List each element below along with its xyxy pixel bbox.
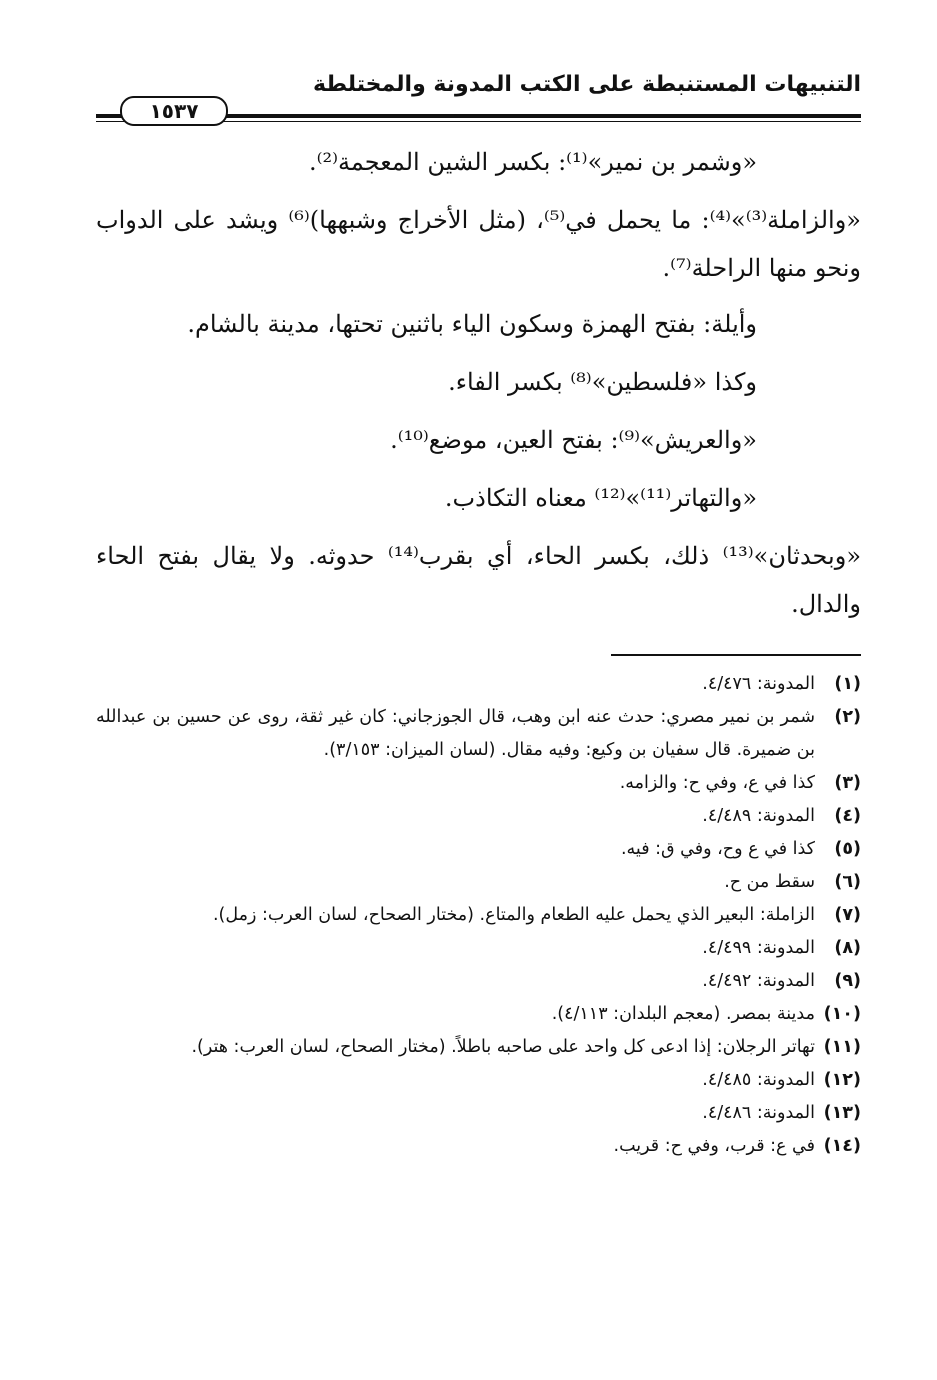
footnote-item <box>96 965 861 998</box>
footnote-text: المدونة: ٤/٤٩٢. <box>702 971 815 991</box>
footnote-item <box>96 1130 861 1163</box>
footnote-number: (٦) <box>834 872 861 892</box>
footnote-number: (٧) <box>834 905 861 925</box>
footnote-item <box>96 866 861 899</box>
footnote-text: المدونة: ٤/٤٧٦. <box>702 674 815 694</box>
footnote-text: كذا في ع وح، وفي ق: فيه. <box>620 839 815 859</box>
footnote-text: كذا في ع، وفي ح: والزامه. <box>619 773 815 793</box>
footnote-separator <box>611 654 861 656</box>
footnote-number: (٨) <box>834 938 861 958</box>
footnote-item <box>96 899 861 932</box>
footnote-number: (١١) <box>823 1037 861 1057</box>
footnote-number: (١٢) <box>823 1070 861 1090</box>
footnote-item <box>96 833 861 866</box>
footnote-item <box>96 668 861 701</box>
running-title: التنبيهات المستنبطة على الكتب المدونة والمختلطة <box>312 72 861 97</box>
footnote-text: المدونة: ٤/٤٨٩. <box>702 806 815 826</box>
footnote-number: (١٣) <box>823 1103 861 1123</box>
footnote-item <box>96 701 861 767</box>
footnote-number: (٩) <box>834 971 861 991</box>
footnote-item <box>96 932 861 965</box>
footnote-number: (٥) <box>834 839 861 859</box>
footnote-text: المدونة: ٤/٤٨٥. <box>702 1070 815 1090</box>
footnote-item <box>96 1064 861 1097</box>
footnote-text: المدونة: ٤/٤٨٦. <box>702 1103 815 1123</box>
paragraph-tahatur: «والتهاتر⁽¹¹⁾»⁽¹²⁾ معناه التكاذب. <box>444 484 757 512</box>
footnote-number: (٢) <box>834 707 861 727</box>
footnote-text: شمر بن نمير مصري: حدث عنه ابن وهب، قال الجوزجاني: كان غير ثقة، روى عن حسين بن عبدالله بن ضميرة. قال سفيان بن وكيع: وفيه مقال. (لسان الميزان: ٣/١٥٣). <box>96 707 815 760</box>
footnote-text: سقط من ح. <box>724 872 815 892</box>
footnote-text: في ع: قرب، وفي ح: قريب. <box>613 1136 815 1156</box>
footnote-text: المدونة: ٤/٤٩٩. <box>702 938 815 958</box>
main-text <box>96 138 861 636</box>
footnote-number: (٤) <box>834 806 861 826</box>
footnote-item <box>96 1097 861 1130</box>
paragraph-arish: «والعريش»⁽⁹⁾: بفتح العين، موضع⁽¹⁰⁾. <box>390 426 757 454</box>
paragraph-zamila: «والزاملة⁽³⁾»⁽⁴⁾: ما يحمل في⁽⁵⁾، (مثل الأخراج وشبهها)⁽⁶⁾ ويشد على الدواب ونحو منها الراحلة⁽⁷⁾. <box>96 206 861 282</box>
paragraph-hidthan: «وبحدثان»⁽¹³⁾ ذلك، بكسر الحاء، أي بقرب⁽¹⁴⁾ حدوثه. ولا يقال بفتح الحاء والدال. <box>96 542 862 618</box>
footnote-item <box>96 800 861 833</box>
footnote-text: الزاملة: البعير الذي يحمل عليه الطعام والمتاع. (مختار الصحاح، لسان العرب: زمل). <box>212 905 815 925</box>
page-number: ١٥٣٧ <box>120 96 228 126</box>
footnote-number: (٣) <box>834 773 861 793</box>
paragraph-shamir: «وشمر بن نمير»⁽¹⁾: بكسر الشين المعجمة⁽²⁾. <box>308 148 757 176</box>
footnote-number: (١٠) <box>823 1004 861 1024</box>
footnote-item <box>96 1031 861 1064</box>
paragraph-filastin: وكذا «فلسطين»⁽⁸⁾ بكسر الفاء. <box>448 368 757 396</box>
footnote-text: تهاتر الرجلان: إذا ادعى كل واحد على صاحبه باطلاً. (مختار الصحاح، لسان العرب: هتر). <box>191 1037 815 1057</box>
footnote-item <box>96 767 861 800</box>
footnote-text: مدينة بمصر. (معجم البلدان: ٤/١١٣). <box>551 1004 815 1024</box>
footnote-number: (١٤) <box>823 1136 861 1156</box>
paragraph-ayla: وأيلة: بفتح الهمزة وسكون الياء باثنين تحتها، مدينة بالشام. <box>187 310 757 338</box>
footnote-number: (١) <box>834 674 861 694</box>
footnotes-list <box>96 668 861 1163</box>
footnote-item <box>96 998 861 1031</box>
